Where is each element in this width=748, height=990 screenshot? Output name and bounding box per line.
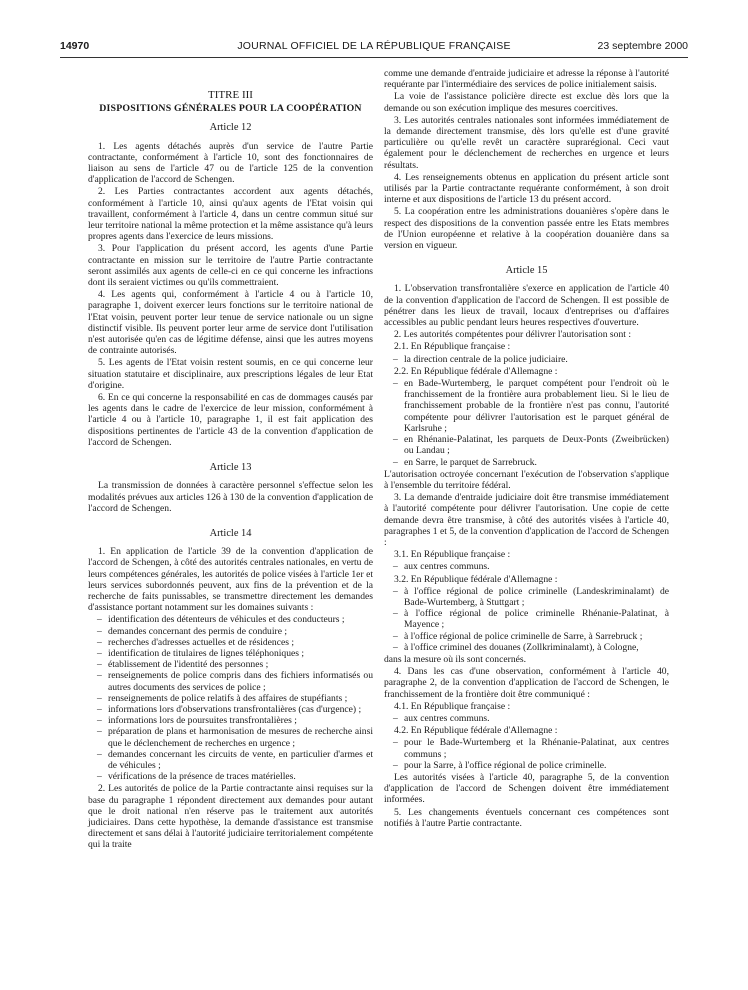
article-14-domain-list: [88, 614, 373, 782]
article-15-heading: Article 15: [505, 265, 548, 277]
article-15-para-mesure: dans la mesure où ils sont concernés.: [384, 653, 527, 665]
article-14-para-5: 5. La coopération entre les administrations douanières s'opère dans le respect des dispositions de la convention passée entre les Etats membres de l'Union européenne et relative à la coopération douanière dans sa version en vigueur.: [384, 206, 669, 252]
article-14-para-4: 4. Les renseignements obtenus en application du présent article sont utilisés par la Partie contractante requérante conformément, à son droit interne et aux dispositions de l'article 13 du présent accord.: [384, 171, 669, 206]
article-13-heading: Article 13: [209, 462, 252, 474]
article-13-para-1: La transmission de données à caractère personnel s'effectue selon les modalités prévues aux articles 126 à 130 de la convention d'application de l'accord de Schengen.: [88, 480, 373, 514]
titre-heading: TITRE III: [208, 89, 253, 101]
list-item: – informations lors de poursuites transfrontalières ;: [88, 715, 373, 726]
page-header: [60, 40, 688, 58]
article-15-list-4-2: [384, 737, 669, 771]
article-14-para-2-continued: comme une demande d'entraide judiciaire et adresse la réponse à l'autorité requérante par l'intermédiaire des services de police initialement saisis.: [384, 68, 669, 91]
article-15-list-2-2: [384, 378, 669, 468]
article-14-heading: Article 14: [209, 527, 252, 539]
article-12-heading: Article 12: [209, 122, 252, 134]
article-15-sub-3-1: 3.1. En République française :: [394, 549, 511, 561]
article-14-para-3: 3. Les autorités centrales nationales sont informées immédiatement de la demande directement transmise, dès lors qu'elle est d'une gravité particulière ou qu'elle revêt un caractère suprarégional. Ceci vaut également pour le déclenchement de recherches en urgence et leurs résultats.: [384, 114, 669, 171]
list-item: – en Sarre, le parquet de Sarrebruck.: [384, 457, 669, 468]
article-15-sub-4-1: 4.1. En République française :: [394, 700, 511, 712]
list-item: – établissement de l'identité des personnes ;: [88, 659, 373, 670]
titre-subtitle: DISPOSITIONS GÉNÉRALES POUR LA COOPÉRATION: [99, 103, 362, 115]
article-14-para-2: 2. Les autorités de police de la Partie contractante ainsi requises sur la base du paragraphe 1 répondent directement aux demandes pour autant que le droit national n'en réserve pas le traitement aux autorités judiciaires. Dans cette hypothèse, la demande d'assistance est transmise directement et sans délai à l'autorité judiciaire territorialement compétente qui la traite: [88, 783, 373, 851]
journal-title: JOURNAL OFFICIEL DE LA RÉPUBLIQUE FRANÇAISE: [237, 40, 511, 52]
article-15-sub-2-2: 2.2. En République fédérale d'Allemagne :: [394, 365, 558, 377]
list-item: – identification des détenteurs de véhicules et des conducteurs ;: [88, 614, 373, 625]
list-item: – à l'office régional de police criminelle Rhénanie-Palatinat, à Mayence ;: [384, 608, 669, 630]
list-item: – demandes concernant les circuits de vente, en particulier d'armes et de véhicules ;: [88, 749, 373, 771]
list-item: – aux centres communs.: [384, 713, 669, 724]
article-15-sub-4-2: 4.2. En République fédérale d'Allemagne :: [394, 725, 558, 737]
list-item: – renseignements de police relatifs à des affaires de stupéfiants ;: [88, 693, 373, 704]
article-15-para-3: 3. La demande d'entraide judiciaire doit être transmise immédiatement à l'autorité compétente pour délivrer l'autorisation. Une copie de cette demande devra être transmise, à côté des autorités visées à l'article 40, paragraphes 1 et 5, de la convention d'application de l'accord de Schengen :: [384, 492, 669, 548]
list-item: – préparation de plans et harmonisation de mesures de recherche ainsi que le déclenchement de recherches en urgence ;: [88, 726, 373, 748]
list-item: – à l'office criminel des douanes (Zollkriminalamt), à Cologne,: [384, 642, 669, 653]
list-item: – vérifications de la présence de traces matérielles.: [88, 771, 373, 782]
article-15-para-5: 5. Les changements éventuels concernant ces compétences sont notifiés à l'autre Partie contractante.: [384, 806, 669, 829]
article-12-para-1: 1. Les agents détachés auprès d'un service de l'autre Partie contractante, conformément à l'article 10, sont des fonctionnaires de liaison au sens de l'article 47 ou de l'article 125 de la convention d'application de l'accord de Schengen.: [88, 140, 373, 186]
list-item: – à l'office régional de police criminelle de Sarre, à Sarrebruck ;: [384, 631, 669, 642]
list-item: – pour la Sarre, à l'office régional de police criminelle.: [384, 760, 669, 771]
article-15-list-2-1: [384, 354, 669, 365]
header-rule: [60, 57, 688, 58]
publication-date: 23 septembre 2000: [597, 40, 688, 52]
article-15-para-4: 4. Dans les cas d'une observation, conformément à l'article 40, paragraphe 2, de la convention d'application de l'accord de Schengen, le franchissement de la frontière doit être communiqué :: [384, 666, 669, 700]
article-15-sub-3-2: 3.2. En République fédérale d'Allemagne :: [394, 573, 558, 585]
article-15-list-3-1: [384, 561, 669, 572]
article-15-list-4-1: [384, 713, 669, 724]
article-12-para-3: 3. Pour l'application du présent accord, les agents d'une Partie contractante en mission sur le territoire de l'autre Partie contractante seront assimilés aux agents de celle-ci en ce qui concerne les infractions dont ils seraient victimes ou qu'ils commettraient.: [88, 243, 373, 289]
list-item: – identification de titulaires de lignes téléphoniques ;: [88, 648, 373, 659]
article-14-para-voie: La voie de l'assistance policière directe est exclue dès lors que la demande ou son exécution implique des mesures coercitives.: [384, 91, 669, 114]
list-item: – aux centres communs.: [384, 561, 669, 572]
article-15-para-autorisation: L'autorisation octroyée concernant l'exécution de l'observation s'applique à l'ensemble du territoire fédéral.: [384, 468, 669, 491]
article-15-para-autorites: Les autorités visées à l'article 40, paragraphe 5, de la convention d'application de l'accord de Schengen doivent être immédiatement informées.: [384, 771, 669, 806]
right-column: [384, 68, 669, 830]
article-12-para-6: 6. En ce qui concerne la responsabilité en cas de dommages causés par les agents dans le cadre de l'exercice de leur mission, conformément à l'article 4 ou à l'article 10, paragraphe 1, il est fait application des dispositions pertinentes de l'article 43 de la convention d'application de l'accord de Schengen.: [88, 392, 373, 448]
article-12-para-4: 4. Les agents qui, conformément à l'article 4 ou à l'article 10, paragraphe 1, doivent exercer leurs fonctions sur le territoire national de l'Etat voisin, peuvent porter leur tenue de service nationale ou un signe distinctif visible. Ils peuvent porter leur arme de service dont l'utilisation n'est autorisée qu'en cas de légitime défense, ainsi que les autres moyens de contrainte autorisés.: [88, 289, 373, 357]
list-item: – la direction centrale de la police judiciaire.: [384, 354, 669, 365]
article-14-para-1: 1. En application de l'article 39 de la convention d'application de l'accord de Schengen, à côté des autorités centrales nationales, en vertu de leurs compétences générales, les autorités de police visées à l'article 1er et leurs services subordonnés peuvent, aux fins de la prévention et de la recherche de faits punissables, se transmettre directement les demandes d'assistance portant notamment sur les domaines suivants :: [88, 546, 373, 614]
list-item: – en Bade-Wurtemberg, le parquet compétent pour l'endroit où le franchissement de la frontière aura probablement lieu. Si le lieu de franchissement probable de la frontière n'est pas connu, l'autorité compétente pour délivrer l'autorisation est le parquet général de Karlsruhe ;: [384, 378, 669, 434]
left-column: [88, 68, 373, 852]
list-item: – renseignements de police compris dans des fichiers informatisés ou autres documents des services de police ;: [88, 670, 373, 692]
article-15-list-3-2: [384, 586, 669, 653]
list-item: – demandes concernant des permis de conduire ;: [88, 626, 373, 637]
list-item: – en Rhénanie-Palatinat, les parquets de Deux-Ponts (Zweibrücken) ou Landau ;: [384, 434, 669, 456]
article-12-para-5: 5. Les agents de l'Etat voisin restent soumis, en ce qui concerne leur situation statutaire et disciplinaire, aux prescriptions légales de leur Etat d'origine.: [88, 357, 373, 391]
article-15-para-1: 1. L'observation transfrontalière s'exerce en application de l'article 40 de la convention d'application de l'accord de Schengen. Il est possible de pénétrer dans les lieux de travail, locaux d'entreprises ou d'affaires accessibles au public pendant leurs heures respectives d'ouverture.: [384, 283, 669, 329]
list-item: – informations lors d'observations transfrontalières (cas d'urgence) ;: [88, 704, 373, 715]
article-15-para-2: 2. Les autorités compétentes pour délivrer l'autorisation sont :: [394, 329, 631, 341]
article-15-sub-2-1: 2.1. En République française :: [394, 341, 511, 353]
article-12-para-2: 2. Les Parties contractantes accordent aux agents détachés, conformément à l'article 10, ainsi qu'aux agents de l'Etat voisin qui travaillent, conformément à l'article 4, dans un centre commun situé sur leur territoire national la même protection et la même assistance qu'à leurs propres agents dans l'exercice de leurs missions.: [88, 186, 373, 243]
list-item: – pour le Bade-Wurtemberg et la Rhénanie-Palatinat, aux centres communs ;: [384, 737, 669, 759]
list-item: – à l'office régional de police criminelle (Landeskriminalamt) de Bade-Wurtemberg, à Stuttgart ;: [384, 586, 669, 608]
list-item: – recherches d'adresses actuelles et de résidences ;: [88, 637, 373, 648]
page-number: 14970: [60, 40, 90, 52]
